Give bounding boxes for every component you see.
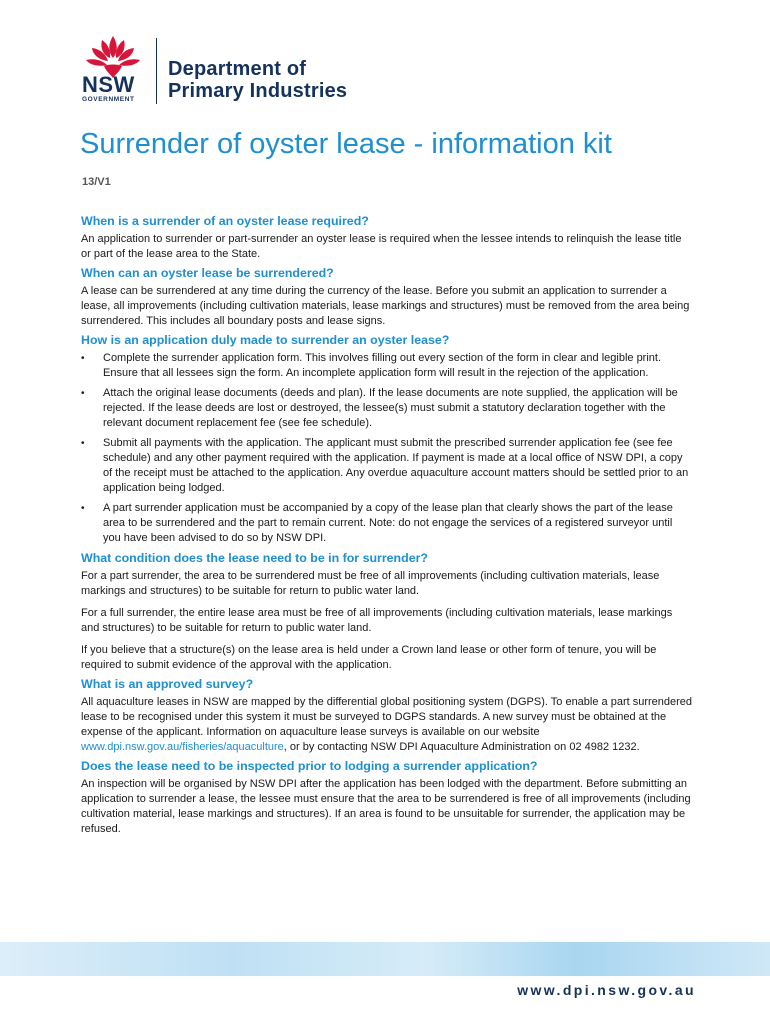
bullet-icon: •: [81, 503, 85, 514]
list-item: [81, 386, 693, 431]
section-when-surrendered: [81, 266, 693, 329]
aquaculture-website-link[interactable]: www.dpi.nsw.gov.au/fisheries/aquaculture: [81, 741, 284, 753]
list-item-text: Attach the original lease documents (deeds and plan). If the lease documents are note supplied, the application will be rejected. If the lease deeds are lost or destroyed, the lessee(s) must submit a statutory declaration together with the relevant document replacement fee (see fee schedule).: [103, 387, 678, 429]
paragraph-text: All aquaculture leases in NSW are mapped by the differential global positioning system (DGPS). To enable a part surrendered lease to be recognised under this system it must be surveyed to DGPS standards. A new survey must be obtained at the expense of the applicant. Information on aquaculture lease surveys is available on our website: [81, 696, 693, 738]
section-approved-survey: [81, 677, 693, 755]
paragraph: An application to surrender or part-surrender an oyster lease is required when the lessee intends to relinquish the lease title or part of the lease area to the State.: [81, 233, 682, 260]
list-item-text: Complete the surrender application form. This involves filling out every section of the form in clear and legible print. Ensure that all lessees sign the form. An incomplete application form will result in the rejection of the application.: [103, 352, 662, 379]
section-heading: How is an application duly made to surrender an oyster lease?: [81, 333, 450, 347]
footer-decorative-band: [0, 942, 770, 976]
section-how-to-apply: [81, 333, 693, 546]
document-reference: 13/V1: [82, 176, 111, 188]
section-heading: What condition does the lease need to be in for surrender?: [81, 551, 428, 565]
government-wordmark: GOVERNMENT: [82, 96, 135, 103]
nsw-wordmark: NSW: [82, 72, 135, 97]
paragraph: For a full surrender, the entire lease area must be free of all improvements (including cultivation materials, lease markings and structures) to be suitable for return to public water land.: [81, 607, 673, 634]
bullet-icon: •: [81, 388, 85, 399]
paragraph: [81, 695, 693, 755]
nsw-dpi-logo: [80, 34, 400, 104]
section-when-required: [81, 214, 693, 262]
paragraph: A lease can be surrendered at any time during the currency of the lease. Before you submit an application to surrender a lease, all improvements (including cultivation materials, lease markings and structures) must be removed from the area being surrendered. This includes all boundary posts and lease signs.: [81, 285, 690, 327]
section-lease-condition: [81, 551, 693, 673]
logo-divider: [156, 38, 157, 104]
section-heading: What is an approved survey?: [81, 677, 254, 691]
section-heading: Does the lease need to be inspected prior to lodging a surrender application?: [81, 759, 538, 773]
bullet-icon: •: [81, 353, 85, 364]
list-item: [81, 436, 693, 496]
page-title: Surrender of oyster lease - information kit: [80, 128, 612, 160]
section-inspection: [81, 759, 693, 837]
paragraph: For a part surrender, the area to be surrendered must be free of all improvements (including cultivation materials, lease markings and structures) to be suitable for return to public water land.: [81, 570, 660, 597]
footer-website-url: www.dpi.nsw.gov.au: [517, 982, 696, 998]
list-item: [81, 501, 693, 546]
paragraph: If you believe that a structure(s) on the lease area is held under a Crown land lease or other form of tenure, you will be required to submit evidence of the approval with the application.: [81, 644, 657, 671]
department-name-line1: Department of: [168, 58, 307, 80]
paragraph: An inspection will be organised by NSW DPI after the application has been lodged with the department. Before submitting an application to surrender a lease, the lessee must ensure that the area to be surrendered is free of all improvements (including cultivation material, lease markings and structures). If an area is found to be unsuitable for surrender, the application may be refused.: [81, 778, 691, 835]
bullet-icon: •: [81, 438, 85, 449]
department-name-line2: Primary Industries: [168, 80, 348, 102]
requirements-list: [81, 351, 693, 546]
document-body: [81, 214, 693, 844]
section-heading: When is a surrender of an oyster lease required?: [81, 214, 369, 228]
section-heading: When can an oyster lease be surrendered?: [81, 266, 334, 280]
paragraph-text: , or by contacting NSW DPI Aquaculture Administration on 02 4982 1232.: [283, 741, 640, 753]
list-item-text: Submit all payments with the application. The applicant must submit the prescribed surrender application fee (see fee schedule) and any other payment required with the application. If payment is made at a local office of NSW DPI, a copy of the receipt must be attached to the application. Any overdue aquaculture account matters should be settled prior to an application being lodged.: [103, 437, 689, 494]
list-item: [81, 351, 693, 381]
list-item-text: A part surrender application must be accompanied by a copy of the lease plan that clearly shows the part of the lease area to be surrendered and the part to remain current. Note: do not engage the services of a registered surveyor until you have been advised to do so by NSW DPI.: [103, 502, 673, 544]
